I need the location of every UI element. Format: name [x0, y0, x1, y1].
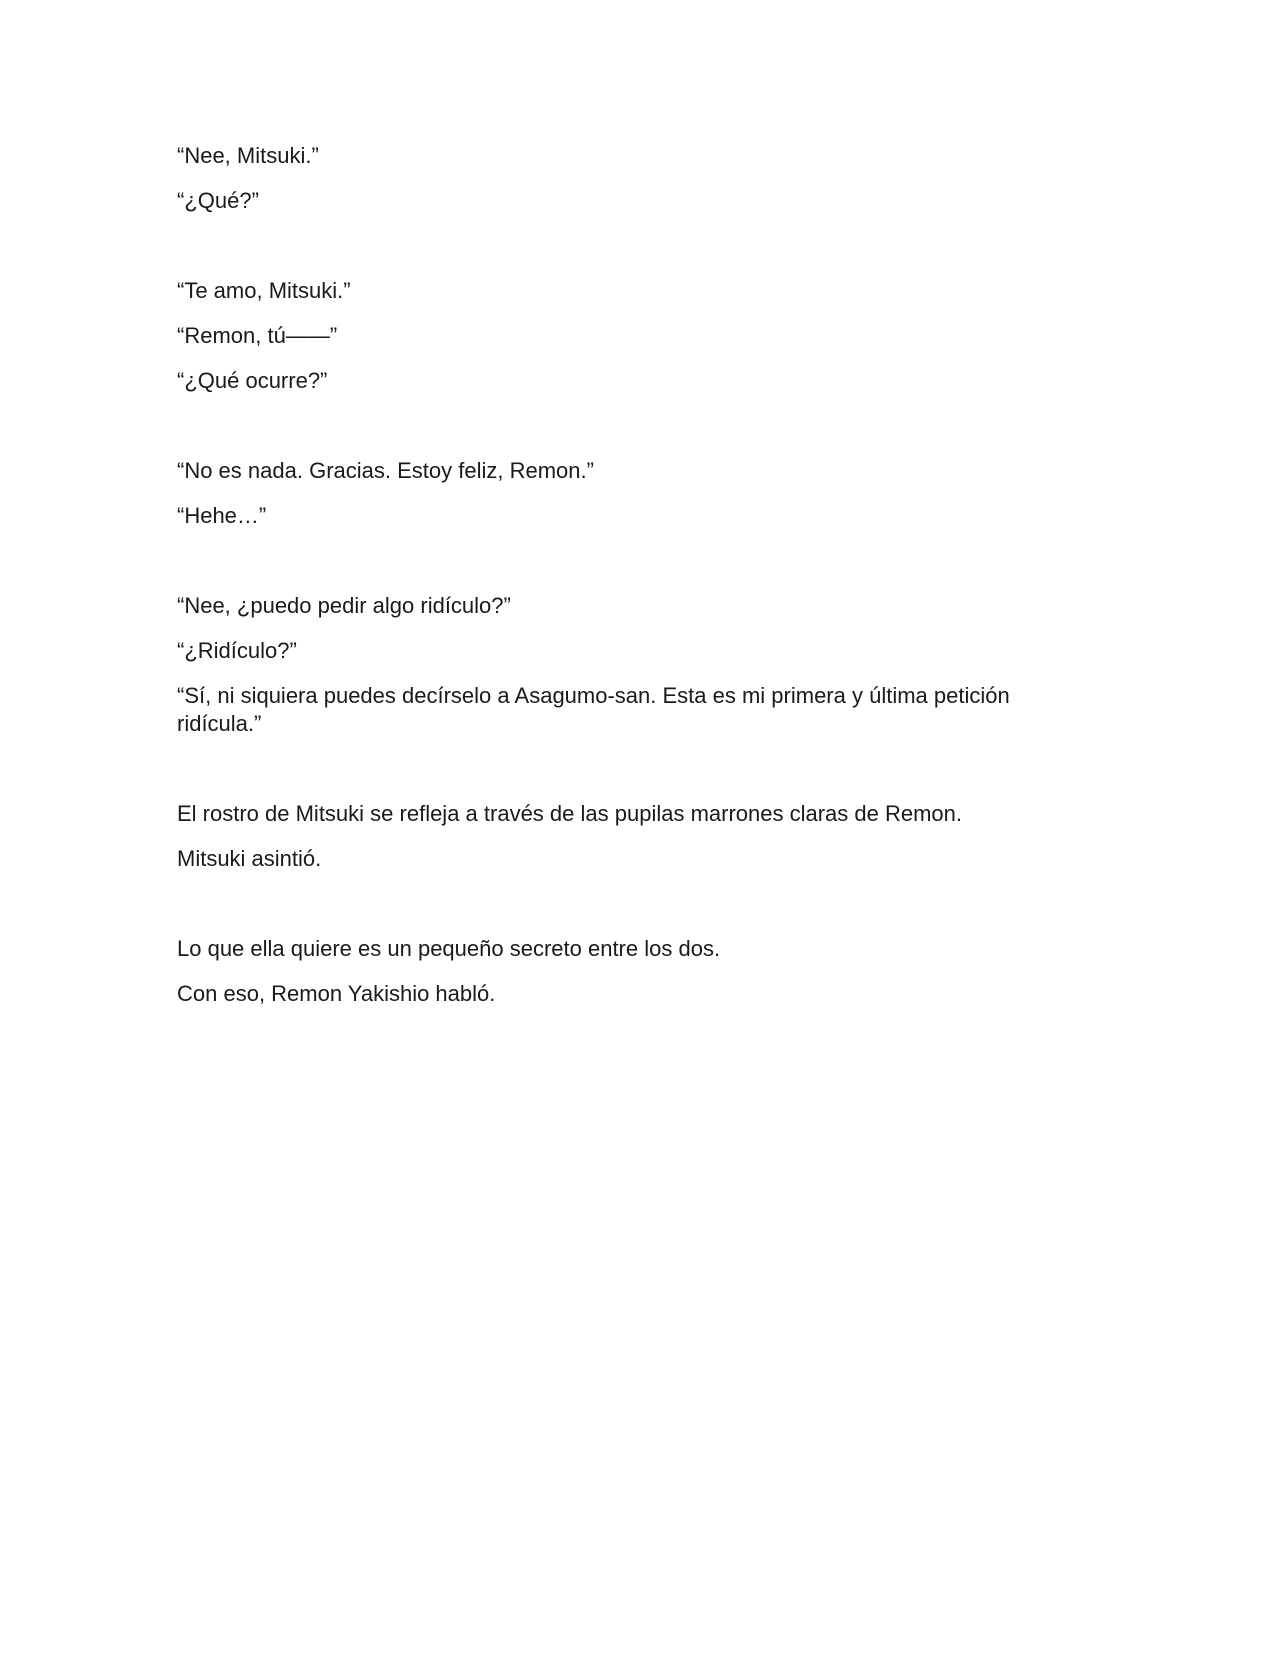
paragraph: El rostro de Mitsuki se refleja a través de las pupilas marrones claras de Remon.	[177, 801, 963, 826]
paragraph: “No es nada. Gracias. Estoy feliz, Remon.”	[177, 458, 594, 483]
paragraph: “Hehe…”	[177, 503, 267, 528]
paragraph: “¿Qué ocurre?”	[177, 368, 328, 393]
paragraph: “Te amo, Mitsuki.”	[177, 278, 351, 303]
paragraph: “¿Qué?”	[177, 188, 259, 213]
paragraph: Con eso, Remon Yakishio habló.	[177, 981, 496, 1006]
text-body	[177, 142, 1077, 1008]
paragraph: Mitsuki asintió.	[177, 846, 322, 871]
paragraph: Lo que ella quiere es un pequeño secreto entre los dos.	[177, 936, 721, 961]
paragraph: “Nee, ¿puedo pedir algo ridículo?”	[177, 593, 511, 618]
paragraph: “Sí, ni siquiera puedes decírselo a Asagumo-san. Esta es mi primera y última petición ridícula.”	[177, 683, 1010, 736]
paragraph: “Remon, tú——”	[177, 323, 338, 348]
paragraph: “¿Ridículo?”	[177, 638, 297, 663]
paragraph: “Nee, Mitsuki.”	[177, 143, 319, 168]
